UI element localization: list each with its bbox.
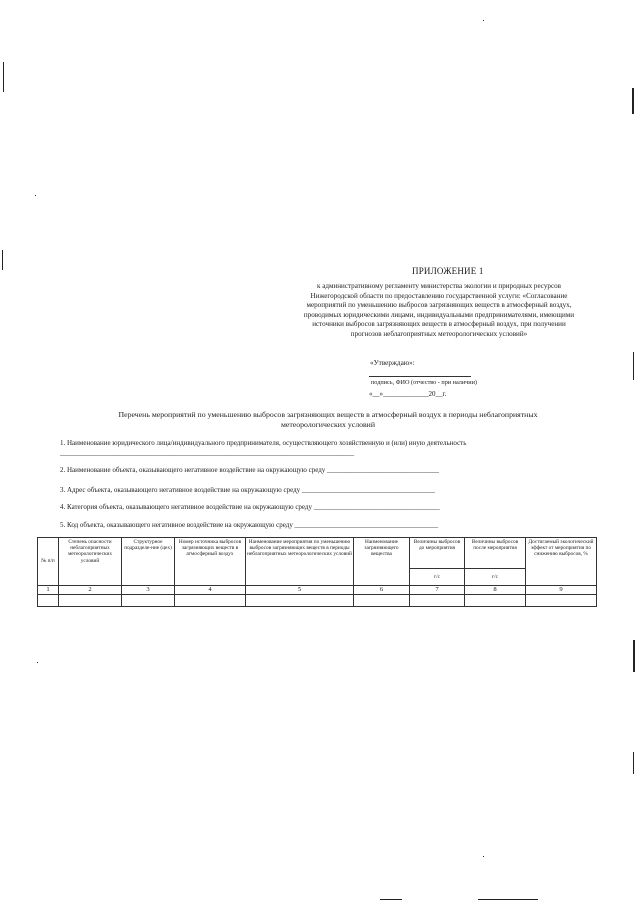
document-title: Перечень мероприятий по уменьшению выбросов загрязняющих веществ в атмосферный воздух в периоды неблагоприятных метеорологических условий	[118, 410, 538, 429]
table-column-numbers-row	[38, 586, 597, 595]
header-measure-name: Наименование мероприятия по уменьшению выбросов загрязняющих веществ в периоды неблагоприятных метеорологических условий	[246, 538, 354, 586]
scan-dot	[483, 856, 484, 857]
regulation-reference: к административному регламенту министерства экологии и природных ресурсов Нижегородской области по предоставлению государственной услуги: «Согласование мероприятий по уменьшению выбросов загрязняющих веществ в атмосферный воздух, проводимых юридическими лицами, индивидуальными предпринимателями, имеющими источники выбросов загрязняющих веществ в атмосферный воздух, при получении прогнозов неблагоприятных метеорологических условий»	[303, 282, 575, 338]
column-number: 7	[410, 586, 465, 595]
column-number: 6	[354, 586, 410, 595]
table-empty-row	[38, 595, 597, 607]
empty-cell	[175, 595, 246, 607]
header-source-number: Номер источника выбросов загрязняющих веществ в атмосферный воздух	[175, 538, 246, 586]
scan-edge-mark	[633, 640, 635, 672]
column-number: 8	[465, 586, 526, 595]
scan-edge-mark	[380, 899, 402, 900]
column-number: 1	[38, 586, 59, 595]
table-header-row	[38, 538, 597, 569]
header-emissions-before: Величины выбросов до мероприятия	[410, 538, 465, 569]
approval-label: «Утверждаю»:	[370, 359, 415, 367]
scan-edge-mark	[2, 250, 3, 270]
measures-table	[37, 537, 597, 607]
scan-edge-mark	[632, 88, 634, 114]
header-danger-level: Степень опасности неблагоприятных метеорологических условий	[59, 538, 122, 586]
scan-dot	[483, 20, 484, 21]
column-number: 9	[526, 586, 597, 595]
scan-edge-mark	[633, 352, 634, 380]
header-pollutant: Наименование загрязняющего вещества	[354, 538, 410, 586]
empty-cell	[122, 595, 175, 607]
signature-caption: подпись, ФИО (отчество - при наличии)	[371, 379, 477, 386]
field-object-code: 5. Код объекта, оказывающего негативное воздействие на окружающую среду _________________________________________	[60, 521, 439, 529]
field-object-name: 2. Наименование объекта, оказывающего негативное воздействие на окружающую среду ________________________________	[60, 466, 440, 474]
field-legal-entity: 1. Наименование юридического лица/индивидуального предпринимателя, осуществляющего хозяйственную и (или) иную деятельность ____________________________________________________________________________________	[60, 439, 467, 457]
scan-edge-mark	[3, 62, 4, 92]
appendix-title: ПРИЛОЖЕНИЕ 1	[412, 266, 484, 276]
unit-after: г/с	[465, 569, 526, 586]
header-eco-effect: Достигаемый экологический эффект от мероприятия по снижению выбросов, %	[526, 538, 597, 586]
empty-cell	[410, 595, 465, 607]
empty-cell	[526, 595, 597, 607]
scan-edge-mark	[633, 752, 634, 774]
header-number: № п/п	[38, 538, 59, 586]
empty-cell	[465, 595, 526, 607]
field-object-address: 3. Адрес объекта, оказывающего негативное воздействие на окружающую среду ______________________________________	[60, 486, 435, 494]
unit-before: г/с	[410, 569, 465, 586]
approval-date: «__»_____________20__г.	[369, 390, 447, 398]
column-number: 2	[59, 586, 122, 595]
header-emissions-after: Величины выбросов после мероприятия	[465, 538, 526, 569]
header-division: Структурное подразделе-ние (цех)	[122, 538, 175, 586]
scan-dot	[37, 662, 38, 663]
scan-edge-mark	[478, 899, 538, 900]
field-object-category: 4. Категория объекта, оказывающего негативное воздействие на окружающую среду ____________________________________	[60, 503, 440, 511]
empty-cell	[246, 595, 354, 607]
column-number: 3	[122, 586, 175, 595]
column-number: 4	[175, 586, 246, 595]
scan-dot	[35, 195, 36, 196]
empty-cell	[38, 595, 59, 607]
column-number: 5	[246, 586, 354, 595]
empty-cell	[59, 595, 122, 607]
empty-cell	[354, 595, 410, 607]
signature-line	[369, 376, 471, 377]
